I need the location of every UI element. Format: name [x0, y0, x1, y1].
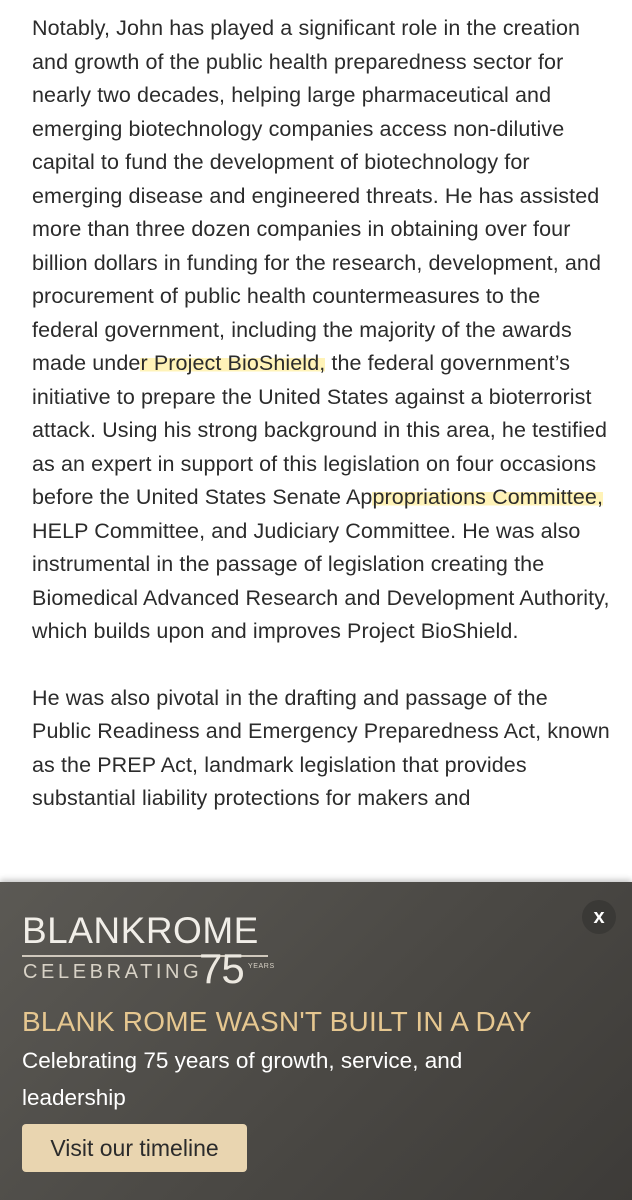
- logo-celebrating: CELEBRATING: [23, 961, 203, 983]
- paragraph-text: Notably, John has played a significant role in the creation and growth of the public health preparedness sector for nearly two decades, helping large pharmaceutical and emerging biotechnology companies access non-dilutive capital to fund the development of biotechnology for emerging disease and engineered threats. He has assisted more than three dozen companies in obtaining over four billion dollars in funding for the research, development, and procurement of public health countermeasures to the federal government, including the majority of the awards made unde: [32, 16, 602, 375]
- logo-anniversary-number: 75: [199, 945, 244, 992]
- close-button[interactable]: x: [582, 900, 616, 934]
- logo-wordmark: BLANKROME: [22, 910, 259, 951]
- paragraph-text: HELP Committee, and Judiciary Committee. He was also instrumental in the passage of legislation creating the Biomedical Advanced Research and Development Authority, which builds upon and improves Project BioShield.: [32, 518, 610, 643]
- article-paragraph-1: [32, 12, 612, 649]
- highlight-appropriations-committee: propriations Committee,: [372, 485, 604, 509]
- visit-timeline-button[interactable]: Visit our timeline: [22, 1124, 247, 1172]
- article-body: [32, 12, 612, 816]
- banner-subline: Celebrating 75 years of growth, service, and leadership: [22, 1048, 463, 1110]
- logo-years: YEARS: [248, 963, 275, 970]
- promo-banner: [0, 882, 632, 1200]
- highlight-project-bioshield: r Project BioShield,: [140, 351, 326, 375]
- banner-headline: BLANK ROME WASN'T BUILT IN A DAY: [22, 1006, 532, 1037]
- article-paragraph-2: He was also pivotal in the drafting and passage of the Public Readiness and Emergency Preparedness Act, known as the PREP Act, landmark legislation that provides substantial liability protections for makers and: [32, 685, 610, 810]
- paragraph-text: the federal government’s initiative to prepare the United States against a bioterrorist attack. Using his strong background in this area, he testified as an expert in support of this legislation on four occasions before the United States Senate Ap: [32, 351, 608, 509]
